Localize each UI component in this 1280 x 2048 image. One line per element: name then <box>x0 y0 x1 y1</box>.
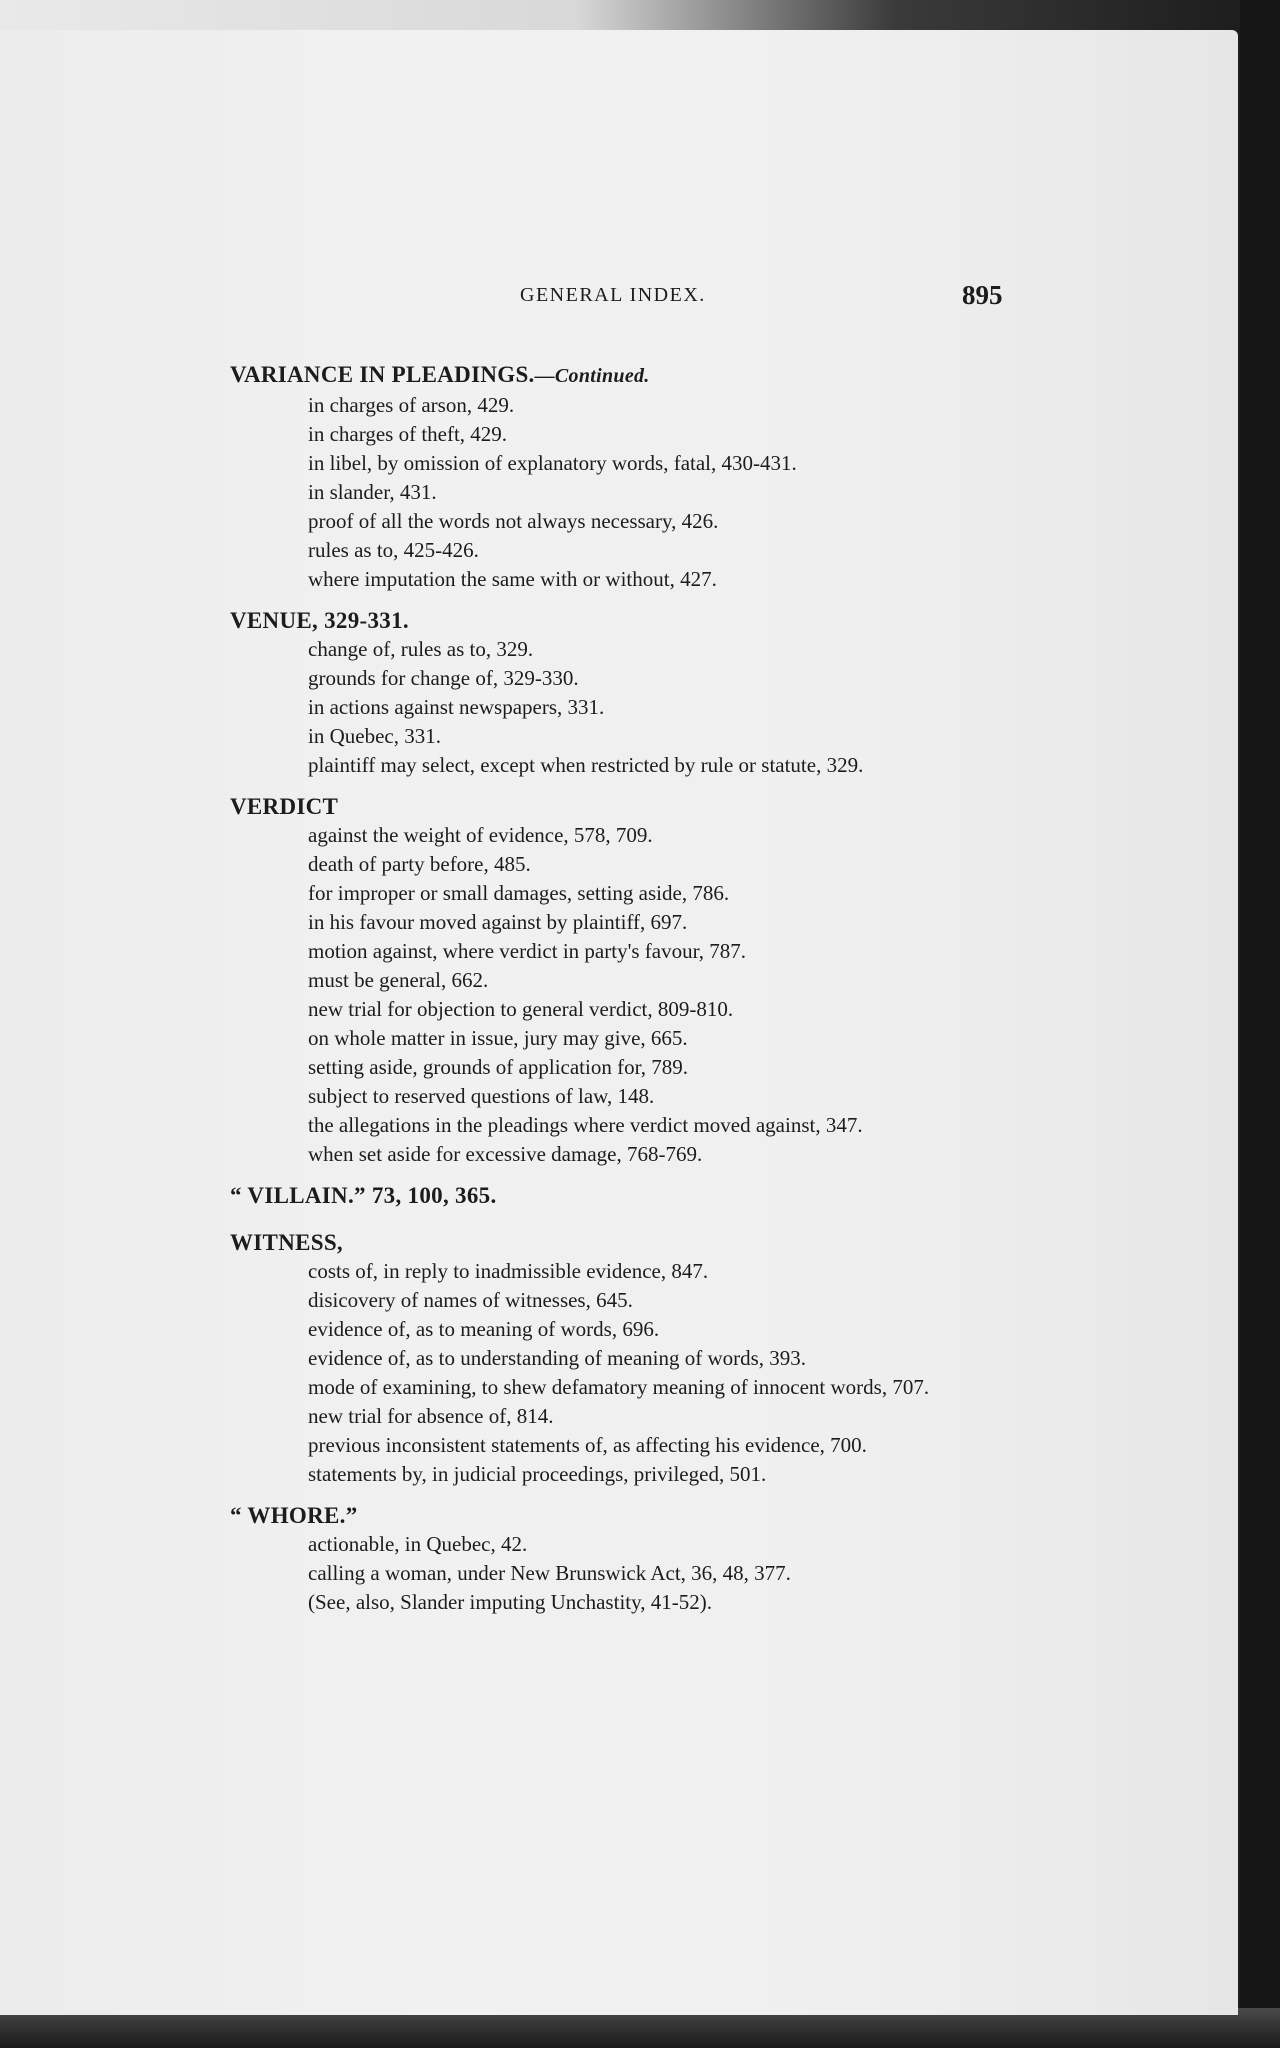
sub-entry: for improper or small damages, setting aside, 786. <box>308 881 730 905</box>
index-entry <box>230 1228 1020 1489</box>
sub-entry: new trial for objection to general verdict, 809-810. <box>308 997 734 1021</box>
sub-entry: when set aside for excessive damage, 768-769. <box>308 1142 703 1166</box>
entry-heading: VERDICT <box>230 794 339 819</box>
sub-entry: previous inconsistent statements of, as affecting his evidence, 700. <box>308 1433 867 1457</box>
sub-entry: evidence of, as to understanding of meaning of words, 393. <box>308 1346 807 1370</box>
index-entry <box>230 360 1020 594</box>
sub-entry: in libel, by omission of explanatory words, fatal, 430-431. <box>308 451 797 475</box>
sub-entry: (See, also, Slander imputing Unchastity, 41-52). <box>308 1590 712 1614</box>
sub-entry: actionable, in Quebec, 42. <box>308 1532 528 1556</box>
sub-entry: evidence of, as to meaning of words, 696. <box>308 1317 660 1341</box>
sub-entry: in charges of theft, 429. <box>308 422 508 446</box>
sub-entry: costs of, in reply to inadmissible evidence, 847. <box>308 1259 709 1283</box>
sub-entry: in slander, 431. <box>308 480 437 504</box>
sub-entry: in Quebec, 331. <box>308 724 441 748</box>
continued-label: —Continued. <box>534 365 650 387</box>
running-head: GENERAL INDEX. <box>520 284 706 306</box>
index-entry <box>230 1501 1020 1617</box>
index-entry <box>230 1181 1020 1210</box>
sub-entry: disicovery of names of witnesses, 645. <box>308 1288 633 1312</box>
entry-heading: “ WHORE.” <box>230 1503 358 1528</box>
sub-entry: in his favour moved against by plaintiff, 697. <box>308 910 688 934</box>
entry-heading <box>230 360 1020 391</box>
index-entry <box>230 792 1020 1169</box>
sub-entry: in actions against newspapers, 331. <box>308 695 605 719</box>
sub-entry: where imputation the same with or without, 427. <box>308 567 717 591</box>
sub-entry: new trial for absence of, 814. <box>308 1404 554 1428</box>
sub-entry: in charges of arson, 429. <box>308 393 515 417</box>
sub-entry: mode of examining, to shew defamatory meaning of innocent words, 707. <box>308 1375 930 1399</box>
sub-entry: change of, rules as to, 329. <box>308 637 534 661</box>
sub-entry: motion against, where verdict in party's favour, 787. <box>308 939 746 963</box>
index-entry <box>230 606 1020 780</box>
sub-entry: against the weight of evidence, 578, 709. <box>308 823 653 847</box>
book-page <box>0 30 1238 2015</box>
sub-entry: subject to reserved questions of law, 148. <box>308 1084 655 1108</box>
sub-entry: statements by, in judicial proceedings, privileged, 501. <box>308 1462 767 1486</box>
sub-entry: proof of all the words not always necessary, 426. <box>308 509 719 533</box>
sub-entry: grounds for change of, 329-330. <box>308 666 579 690</box>
entry-heading-text: VARIANCE IN PLEADINGS. <box>230 362 535 387</box>
sub-entry: calling a woman, under New Brunswick Act, 36, 48, 377. <box>308 1561 791 1585</box>
page-number: 895 <box>962 280 1003 310</box>
sub-entry: setting aside, grounds of application for, 789. <box>308 1055 688 1079</box>
scanner-right-border <box>1240 0 1280 2048</box>
sub-entry: death of party before, 485. <box>308 852 531 876</box>
entry-heading: VENUE, 329-331. <box>230 608 409 633</box>
entry-heading: WITNESS, <box>230 1230 343 1255</box>
sub-entry: must be general, 662. <box>308 968 489 992</box>
entry-heading: “ VILLAIN.” 73, 100, 365. <box>230 1183 497 1208</box>
sub-entry: on whole matter in issue, jury may give, 665. <box>308 1026 688 1050</box>
sub-entry: the allegations in the pleadings where verdict moved against, 347. <box>308 1113 863 1137</box>
index-content <box>230 360 1020 1629</box>
sub-entry: rules as to, 425-426. <box>308 538 479 562</box>
sub-entry: plaintiff may select, except when restricted by rule or statute, 329. <box>308 753 864 777</box>
